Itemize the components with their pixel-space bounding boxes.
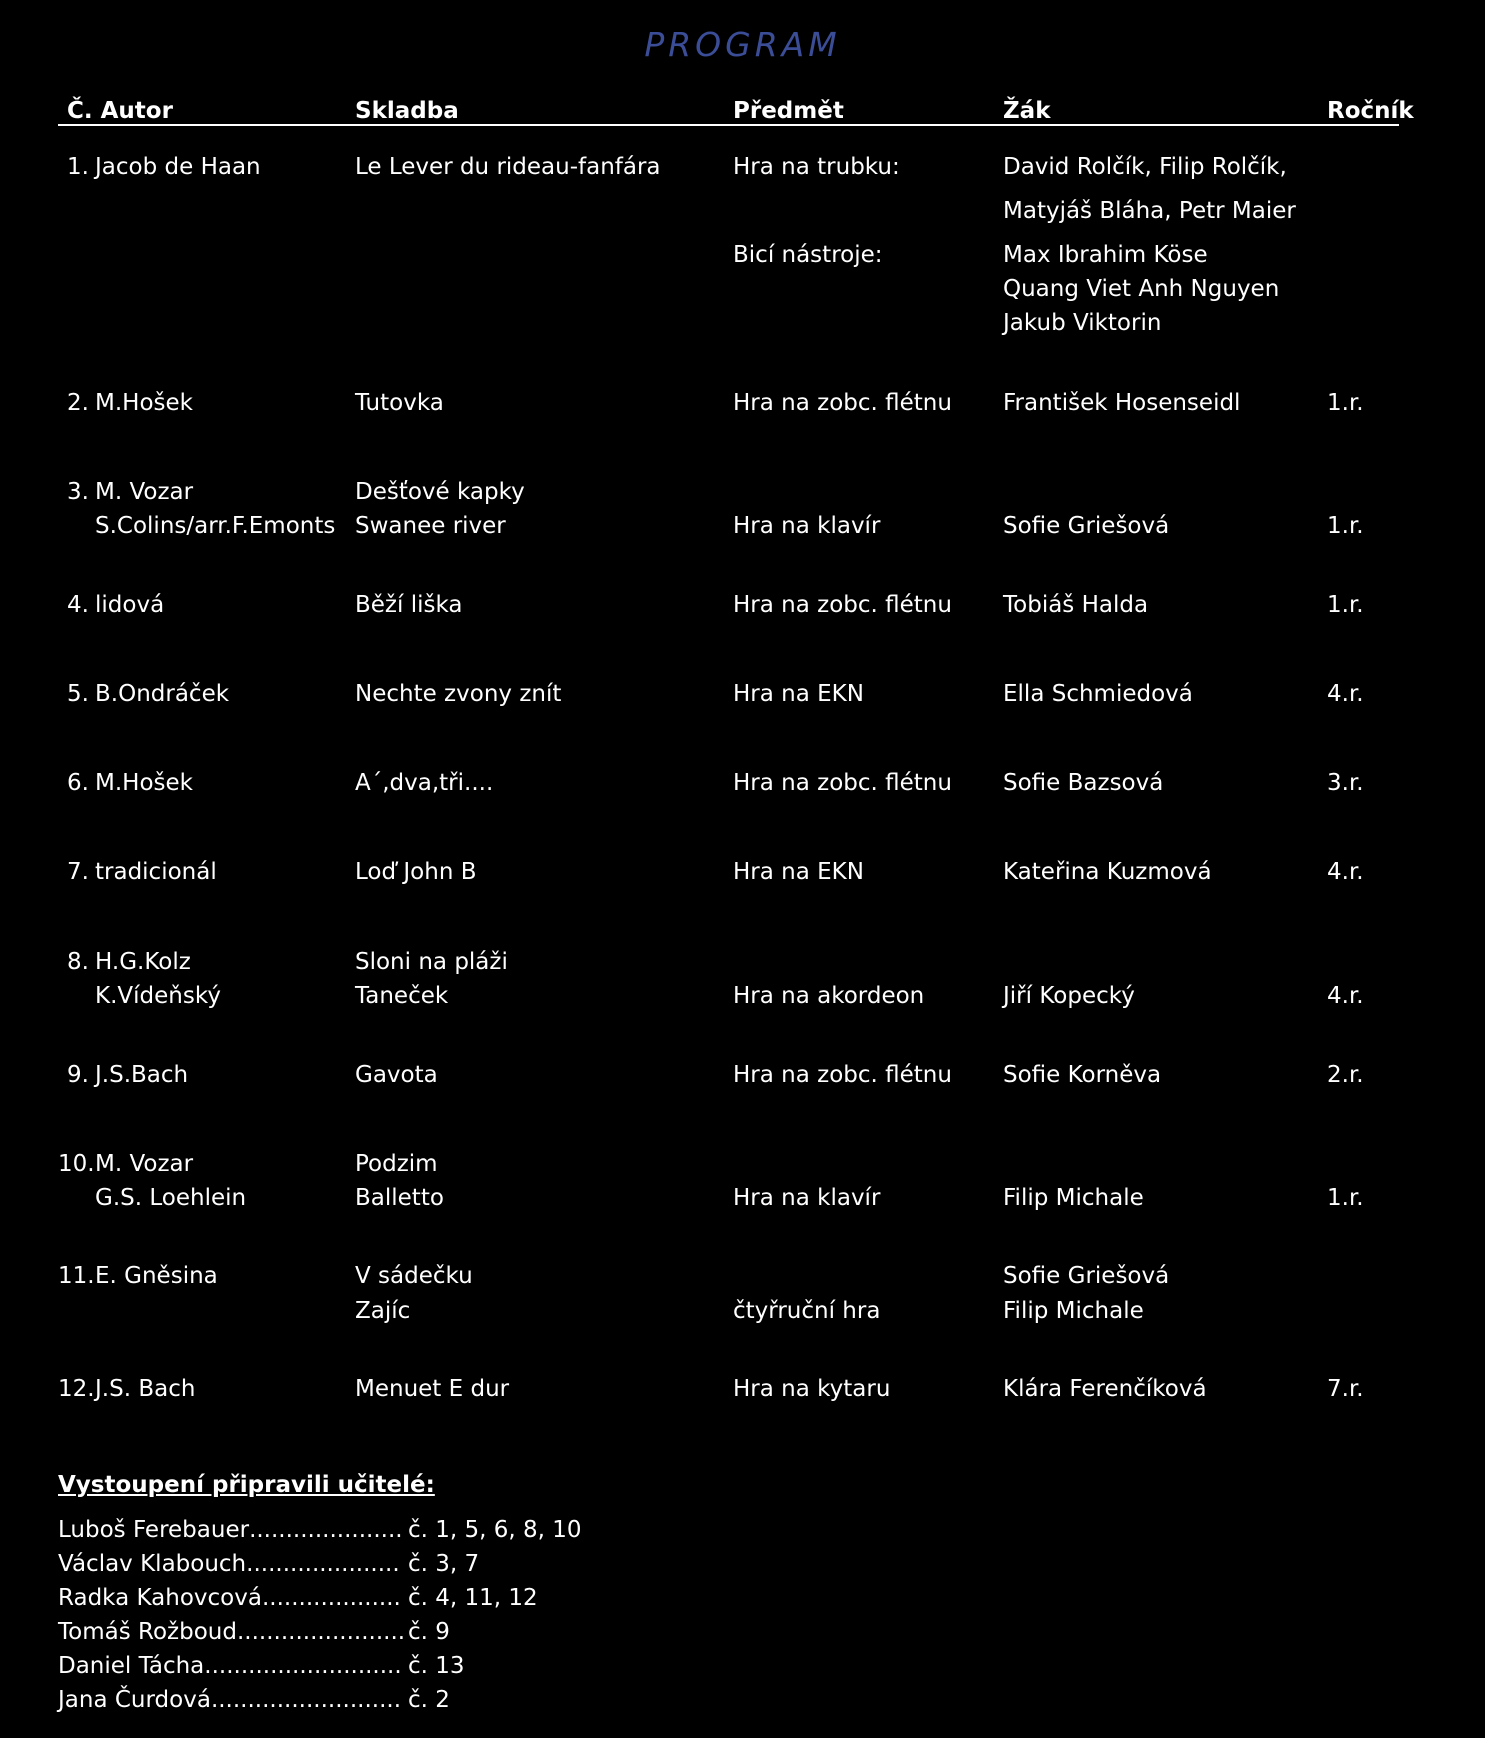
item-piece: Swanee river: [355, 513, 506, 539]
item-author: S.Colins/arr.F.Emonts: [95, 513, 336, 539]
teacher-line: [58, 1551, 480, 1577]
teacher-line: [58, 1687, 450, 1713]
item-author: M. Vozar: [95, 479, 194, 505]
item-piece: Podzim: [355, 1151, 438, 1177]
header-no-author: Č. Autor: [67, 98, 173, 124]
table-header: [58, 98, 1414, 126]
item-student: Jakub Viktorin: [1003, 310, 1162, 336]
item-student: Klára Ferenčíková: [1003, 1376, 1207, 1402]
teacher-dots: .......................: [236, 1619, 406, 1645]
teacher-name: Jana Čurdová: [58, 1687, 211, 1713]
teacher-dots: ..........................: [210, 1687, 402, 1713]
item-year: 1.r.: [1327, 592, 1364, 618]
item-student: Tobiáš Halda: [1003, 592, 1149, 618]
teacher-name: Luboš Ferebauer: [58, 1517, 250, 1543]
item-student: Filip Michale: [1003, 1185, 1144, 1211]
item-number: 1.: [67, 154, 89, 180]
item-student: Ella Schmiedová: [1003, 681, 1193, 707]
item-year: 1.r.: [1327, 1185, 1364, 1211]
item-subject: Hra na zobc. flétnu: [733, 390, 952, 416]
teacher-name: Radka Kahovcová: [58, 1585, 262, 1611]
item-author: H.G.Kolz: [95, 949, 191, 975]
teacher-items: č. 1, 5, 6, 8, 10: [408, 1517, 582, 1543]
item-author: Jacob de Haan: [95, 154, 261, 180]
item-subject: Hra na klavír: [733, 1185, 881, 1211]
teacher-dots: .....................: [246, 1551, 400, 1577]
item-student: Max Ibrahim Köse: [1003, 242, 1208, 268]
item-piece: Tutovka: [355, 390, 444, 416]
item-subject: Hra na EKN: [733, 681, 864, 707]
teacher-name: Tomáš Rožboud: [58, 1619, 237, 1645]
teacher-dots: ...................: [261, 1585, 401, 1611]
item-subject: Hra na kytaru: [733, 1376, 891, 1402]
item-year: 1.r.: [1327, 513, 1364, 539]
teachers-heading: Vystoupení připravili učitelé:: [58, 1472, 435, 1498]
item-author: M.Hošek: [95, 770, 193, 796]
item-student: Jiří Kopecký: [1003, 983, 1135, 1009]
item-student: Kateřina Kuzmová: [1003, 859, 1212, 885]
item-author: tradicionál: [95, 859, 217, 885]
item-year: 4.r.: [1327, 681, 1364, 707]
item-piece: Loď John B: [355, 859, 477, 885]
page-title: PROGRAM: [644, 25, 841, 64]
item-author: M.Hošek: [95, 390, 193, 416]
item-student: Sofie Griešová: [1003, 513, 1170, 539]
item-number: 9.: [67, 1062, 89, 1088]
item-student: David Rolčík, Filip Rolčík,: [1003, 154, 1287, 180]
item-piece: Běží liška: [355, 592, 463, 618]
item-author: lidová: [95, 592, 165, 618]
header-student: Žák: [1003, 98, 1051, 124]
item-student: Sofie Griešová: [1003, 1263, 1170, 1289]
teacher-name: Daniel Tácha: [58, 1653, 205, 1679]
item-year: 7.r.: [1327, 1376, 1364, 1402]
item-author: J.S.Bach: [95, 1062, 189, 1088]
teacher-line: [58, 1585, 538, 1611]
item-piece: Le Lever du rideau-fanfára: [355, 154, 661, 180]
item-piece: V sádečku: [355, 1263, 473, 1289]
item-subject: Hra na zobc. flétnu: [733, 1062, 952, 1088]
teacher-name: Václav Klabouch: [58, 1551, 247, 1577]
item-author: J.S. Bach: [95, 1376, 196, 1402]
item-piece: Sloni na pláži: [355, 949, 508, 975]
item-student: Quang Viet Anh Nguyen: [1003, 276, 1280, 302]
item-year: 3.r.: [1327, 770, 1364, 796]
teacher-dots: ...........................: [204, 1653, 402, 1679]
item-piece: Balletto: [355, 1185, 444, 1211]
teacher-items: č. 3, 7: [408, 1551, 480, 1577]
item-number: 10.: [58, 1151, 95, 1177]
item-piece: Menuet E dur: [355, 1376, 510, 1402]
item-number: 5.: [67, 681, 89, 707]
item-author: E. Gněsina: [95, 1263, 218, 1289]
item-year: 1.r.: [1327, 390, 1364, 416]
item-student: Matyjáš Bláha, Petr Maier: [1003, 198, 1296, 224]
teacher-line: [58, 1619, 450, 1645]
item-student: František Hosenseidl: [1003, 390, 1241, 416]
item-piece: Dešťové kapky: [355, 479, 525, 505]
teacher-items: č. 9: [408, 1619, 450, 1645]
header-piece: Skladba: [355, 98, 459, 124]
header-year: Ročník: [1327, 98, 1414, 124]
item-subject: Hra na akordeon: [733, 983, 925, 1009]
item-author: G.S. Loehlein: [95, 1185, 247, 1211]
item-subject: Hra na trubku:: [733, 154, 900, 180]
item-piece: Zajíc: [355, 1298, 411, 1324]
item-author: B.Ondráček: [95, 681, 230, 707]
item-year: 2.r.: [1327, 1062, 1364, 1088]
item-year: 4.r.: [1327, 983, 1364, 1009]
item-student: Sofie Korněva: [1003, 1062, 1162, 1088]
teacher-items: č. 4, 11, 12: [408, 1585, 538, 1611]
header-subject: Předmět: [733, 98, 844, 124]
item-number: 7.: [67, 859, 89, 885]
item-number: 6.: [67, 770, 89, 796]
item-student: Filip Michale: [1003, 1298, 1144, 1324]
item-subject: Hra na zobc. flétnu: [733, 770, 952, 796]
item-year: 4.r.: [1327, 859, 1364, 885]
item-piece: Nechte zvony znít: [355, 681, 562, 707]
item-piece: Taneček: [355, 983, 449, 1009]
item-subject-secondary: Bicí nástroje:: [733, 242, 883, 268]
item-number: 8.: [67, 949, 89, 975]
item-number: 3.: [67, 479, 89, 505]
teacher-line: [58, 1653, 465, 1679]
item-number: 2.: [67, 390, 89, 416]
item-subject: čtyřruční hra: [733, 1298, 881, 1324]
item-piece: Gavota: [355, 1062, 438, 1088]
item-piece: A´,dva,tři....: [355, 770, 494, 796]
teacher-items: č. 13: [408, 1653, 465, 1679]
teacher-items: č. 2: [408, 1687, 450, 1713]
teacher-dots: .....................: [249, 1517, 403, 1543]
item-number: 4.: [67, 592, 89, 618]
item-number: 12.: [58, 1376, 95, 1402]
item-subject: Hra na EKN: [733, 859, 864, 885]
item-author: M. Vozar: [95, 1151, 194, 1177]
item-subject: Hra na zobc. flétnu: [733, 592, 952, 618]
item-number: 11.: [58, 1263, 95, 1289]
item-author: K.Vídeňský: [95, 983, 221, 1009]
teacher-line: [58, 1517, 582, 1543]
item-subject: Hra na klavír: [733, 513, 881, 539]
item-student: Sofie Bazsová: [1003, 770, 1164, 796]
